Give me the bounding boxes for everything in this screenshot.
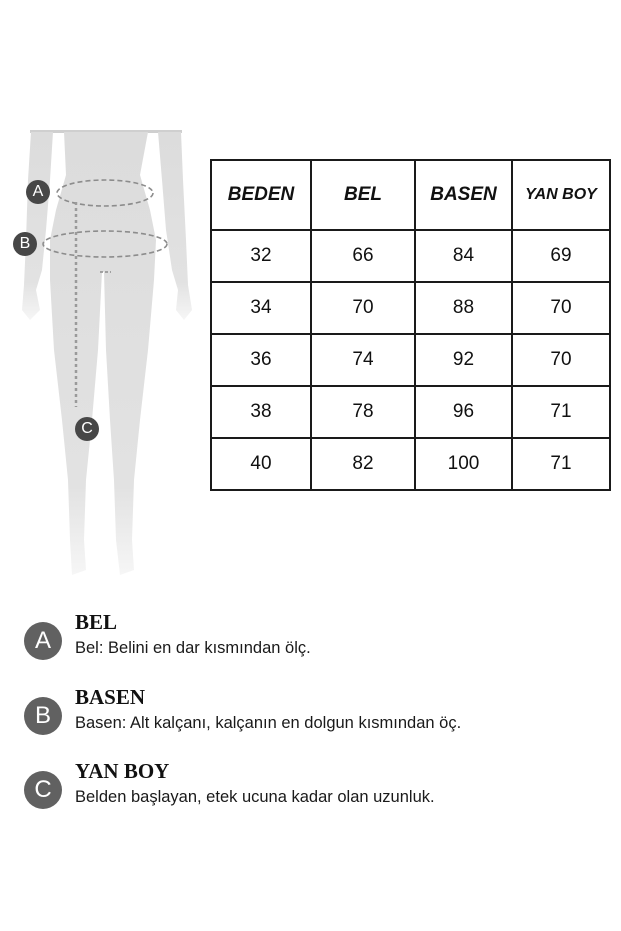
legend-title: BEL bbox=[75, 610, 118, 634]
header-beden: BEDEN bbox=[211, 160, 311, 230]
cell-beden: 38 bbox=[211, 386, 311, 438]
cell-basen: 100 bbox=[415, 438, 512, 490]
legend-title: BASEN bbox=[75, 685, 146, 709]
cell-yan-boy: 70 bbox=[512, 282, 610, 334]
cell-beden: 32 bbox=[211, 230, 311, 282]
legend-badge-a: A bbox=[24, 622, 62, 660]
legend-description: Bel: Belini en dar kısmından ölç. bbox=[75, 639, 311, 657]
table-row bbox=[211, 386, 610, 438]
legend-item-bel bbox=[24, 610, 604, 670]
legend-item-basen bbox=[24, 685, 604, 745]
cell-yan-boy: 69 bbox=[512, 230, 610, 282]
legend-badge-c: C bbox=[24, 771, 62, 809]
cell-beden: 34 bbox=[211, 282, 311, 334]
legend-item-yan-boy bbox=[24, 759, 604, 819]
body-measurement-figure bbox=[0, 120, 210, 590]
cell-bel: 82 bbox=[311, 438, 415, 490]
cell-beden: 40 bbox=[211, 438, 311, 490]
cell-bel: 78 bbox=[311, 386, 415, 438]
table-row bbox=[211, 230, 610, 282]
cell-beden: 36 bbox=[211, 334, 311, 386]
header-yan-boy: YAN BOY bbox=[512, 160, 610, 230]
table-row bbox=[211, 334, 610, 386]
table-row bbox=[211, 438, 610, 490]
cell-basen: 96 bbox=[415, 386, 512, 438]
marker-c-badge: C bbox=[75, 417, 99, 441]
header-bel: BEL bbox=[311, 160, 415, 230]
table-row bbox=[211, 282, 610, 334]
cell-bel: 66 bbox=[311, 230, 415, 282]
cell-yan-boy: 71 bbox=[512, 438, 610, 490]
marker-b-badge: B bbox=[13, 232, 37, 256]
legend-description: Basen: Alt kalçanı, kalçanın en dolgun kısmından öç. bbox=[75, 714, 462, 732]
cell-basen: 84 bbox=[415, 230, 512, 282]
cell-basen: 92 bbox=[415, 334, 512, 386]
cell-yan-boy: 70 bbox=[512, 334, 610, 386]
legend-badge-b: B bbox=[24, 697, 62, 735]
legend-title: YAN BOY bbox=[75, 759, 170, 783]
cell-basen: 88 bbox=[415, 282, 512, 334]
size-chart-table bbox=[210, 159, 611, 491]
header-basen: BASEN bbox=[415, 160, 512, 230]
table-header-row bbox=[211, 160, 610, 230]
cell-yan-boy: 71 bbox=[512, 386, 610, 438]
marker-a-badge: A bbox=[26, 180, 50, 204]
cell-bel: 74 bbox=[311, 334, 415, 386]
legend-description: Belden başlayan, etek ucuna kadar olan uzunluk. bbox=[75, 788, 435, 806]
cell-bel: 70 bbox=[311, 282, 415, 334]
